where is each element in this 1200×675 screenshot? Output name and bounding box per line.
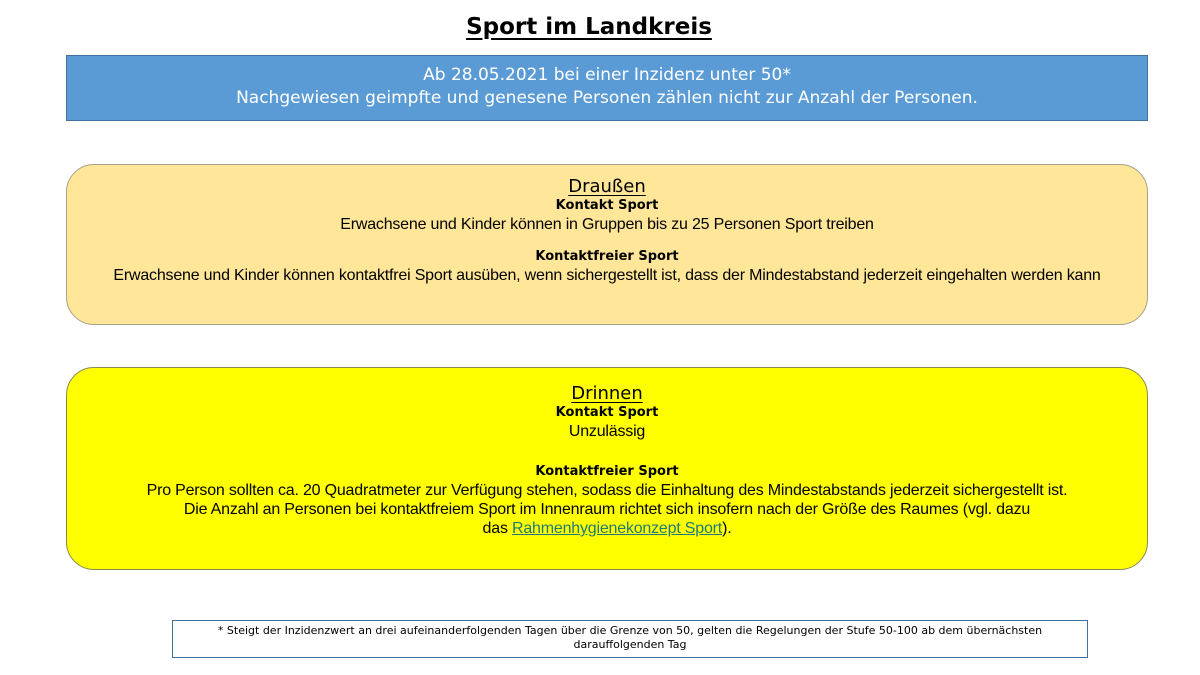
- indoor-line-3-prefix: das: [482, 520, 512, 537]
- footnote-box: * Steigt der Inzidenzwert an drei aufeinanderfolgenden Tagen über die Grenze von 50, gelten die Regelungen der Stufe 50-100 ab dem übernächsten darauffolgenden Tag: [172, 620, 1088, 658]
- indoor-contact-label: Kontakt Sport: [555, 405, 659, 420]
- indoor-noncontact-line-3: [77, 519, 1137, 538]
- rahmenhygienekonzept-link[interactable]: Rahmenhygienekonzept Sport: [512, 520, 723, 537]
- indoor-contact-text: Unzulässig: [568, 423, 646, 440]
- indoor-heading: Drinnen: [571, 383, 643, 404]
- outdoor-contact-text: Erwachsene und Kinder können in Gruppen bis zu 25 Personen Sport treiben: [340, 216, 874, 233]
- indoor-noncontact-line-2: Die Anzahl an Personen bei kontaktfreiem Sport im Innenraum richtet sich insofern nach der Größe des Raumes (vgl. dazu: [183, 501, 1031, 518]
- outdoor-noncontact-text: Erwachsene und Kinder können kontaktfrei Sport ausüben, wenn sichergestellt ist, dass der Mindestabstand jederzeit eingehalten werden kann: [113, 267, 1101, 284]
- banner-note: Nachgewiesen geimpfte und genesene Personen zählen nicht zur Anzahl der Personen.: [236, 88, 978, 108]
- page-title: Sport im Landkreis: [466, 14, 712, 40]
- incidence-banner: [66, 55, 1148, 121]
- outdoor-noncontact-label: Kontaktfreier Sport: [535, 249, 679, 264]
- indoor-line-3-suffix: ).: [722, 520, 732, 537]
- outdoor-heading: Draußen: [568, 176, 646, 197]
- banner-headline: Ab 28.05.2021 bei einer Inzidenz unter 50*: [423, 65, 791, 85]
- indoor-noncontact-label: Kontaktfreier Sport: [535, 464, 679, 479]
- indoor-panel: [66, 367, 1148, 570]
- outdoor-panel: [66, 164, 1148, 325]
- indoor-noncontact-line-1: Pro Person sollten ca. 20 Quadratmeter zur Verfügung stehen, sodass die Einhaltung des Mindestabstands jederzeit sichergestellt ist.: [146, 482, 1068, 499]
- outdoor-contact-label: Kontakt Sport: [555, 198, 659, 213]
